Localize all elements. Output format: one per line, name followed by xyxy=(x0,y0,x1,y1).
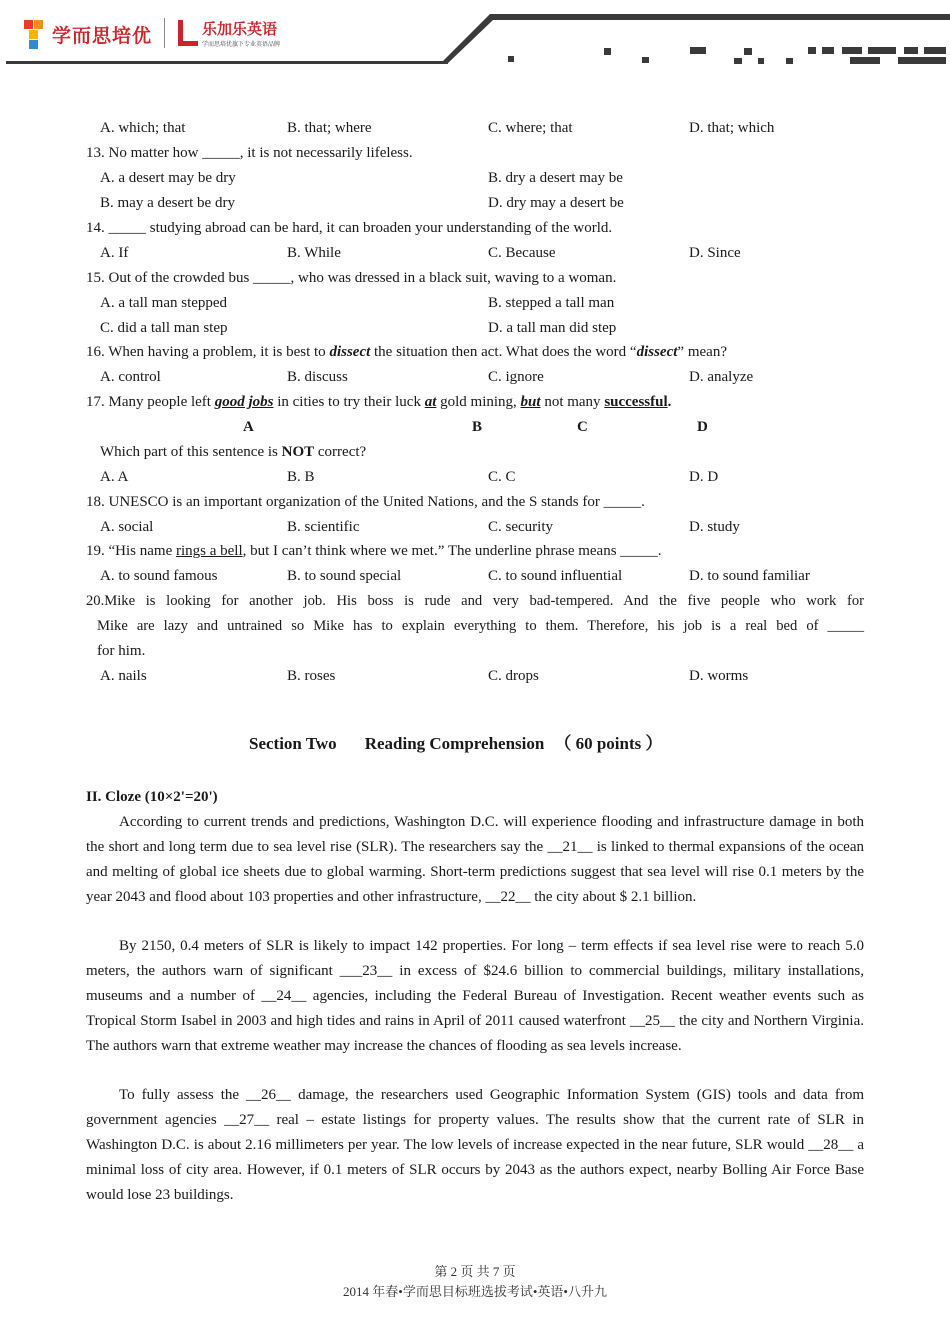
q20-option-a: A. nails xyxy=(100,668,147,684)
q18-option-d: D. study xyxy=(689,519,740,535)
q13-option-d: D. dry may a desert be xyxy=(488,195,624,211)
q20-option-c: C. drops xyxy=(488,668,539,684)
q17-option-d: D. D xyxy=(689,469,719,485)
q20-stem-line2: Mike are lazy and untrained so Mike has to explain everything to them. Therefore, his job is a real bed of _____ xyxy=(97,618,864,634)
q17-part-a: good jobs xyxy=(214,394,274,410)
q17-question-post: correct? xyxy=(314,444,367,460)
q17-option-a: A. A xyxy=(100,469,129,485)
q16-option-d: D. analyze xyxy=(689,369,754,385)
q20-option-b: B. roses xyxy=(287,668,336,684)
q15-option-b: B. stepped a tall man xyxy=(488,295,615,311)
cloze-paragraph-2-text: By 2150, 0.4 meters of SLR is likely to impact 142 properties. For long – term effects if sea level rise were to reach 5.0 meters, the authors warn of significant ___23__ in excess of $24.6 billion to commercial buildings, military installations, museums and a number of __24__ agencies, including the Federal Bureau of Investigation. Recent weather events such as Tropical Storm Isabel in 2003 and high tides and rains in April of 2011 caused waterfront __25__ the city and Northern Virginia. The authors warn that extreme weather may increase the chances of flooding as sea levels increase. xyxy=(86,938,864,1054)
q16-keyword-2: dissect xyxy=(636,344,678,360)
q12-option-c: C. where; that xyxy=(488,120,573,136)
q17-label-a: A xyxy=(243,419,254,435)
q16-option-a: A. control xyxy=(100,369,161,385)
q20-stem-line3: for him. xyxy=(97,643,146,659)
q14-stem: 14. _____ studying abroad can be hard, it can broaden your understanding of the world. xyxy=(86,220,613,236)
q18-stem: 18. UNESCO is an important organization of the United Nations, and the S stands for _____. xyxy=(86,494,645,510)
q18-option-c: C. security xyxy=(488,519,553,535)
q12-option-b: B. that; where xyxy=(287,120,372,136)
q17-part-d: successful xyxy=(604,394,668,410)
section-title xyxy=(249,729,663,754)
cloze-heading: II. Cloze (10×2'=20') xyxy=(86,789,218,805)
logo-divider xyxy=(164,18,165,48)
q17-part-b: at xyxy=(424,394,437,410)
xueersi-logo xyxy=(22,16,152,52)
q14-option-d: D. Since xyxy=(689,245,741,261)
logo2-text: 乐加乐英语 xyxy=(202,20,278,38)
q20-option-d: D. worms xyxy=(689,668,749,684)
cloze-paragraph-2 xyxy=(86,934,864,1059)
q16-stem-mid: the situation then act. What does the word “ xyxy=(370,344,637,360)
q17-text-2: in cities to try their luck xyxy=(273,394,425,410)
q17-option-c: C. C xyxy=(488,469,516,485)
q17-text-4: not many xyxy=(540,394,605,410)
q14-option-a: A. If xyxy=(100,245,129,261)
q13-option-c: B. may a desert be dry xyxy=(100,195,235,211)
q13-stem: 13. No matter how _____, it is not necessarily lifeless. xyxy=(86,145,413,161)
q19-option-d: D. to sound familiar xyxy=(689,568,810,584)
q20-stem-line1: 20.Mike is looking for another job. His boss is rude and very bad-tempered. And the five people who work for xyxy=(86,593,864,609)
logo2-tagline: 学而思培优旗下专业英语品牌 xyxy=(202,41,281,48)
q19-option-b: B. to sound special xyxy=(287,568,402,584)
section-title-part1: Section Two xyxy=(249,734,337,753)
q19-underlined-phrase: rings a bell xyxy=(175,543,243,559)
q15-option-a: A. a tall man stepped xyxy=(100,295,228,311)
q13-option-a: A. a desert may be dry xyxy=(100,170,236,186)
q14-option-c: C. Because xyxy=(488,245,556,261)
q19-stem xyxy=(86,542,662,560)
cloze-paragraph-1-text: According to current trends and predictions, Washington D.C. will experience flooding and infrastructure damage in both the short and long term due to sea level rise (SLR). The researchers say the __21__ is linked to thermal expansions of the ocean and melting of global ice sheets due to global warming. Short-term predictions suggest that sea level will rise 0.1 meters by the year 2043 and flood about 103 properties and other infrastructure, __22__ the city about $ 2.1 billion. xyxy=(86,814,864,905)
q16-keyword: dissect xyxy=(329,344,371,360)
q18-option-a: A. social xyxy=(100,519,154,535)
q15-option-d: D. a tall man did step xyxy=(488,320,617,336)
section-title-points: （ 60 points ） xyxy=(554,734,663,753)
q17-text-5: . xyxy=(667,394,672,410)
section-title-part2: Reading Comprehension xyxy=(364,734,545,753)
q17-text-3: gold mining, xyxy=(436,394,521,410)
cloze-paragraph-3 xyxy=(86,1083,864,1208)
q17-label-d: D xyxy=(697,419,708,435)
cloze-paragraph-3-text: To fully assess the __26__ damage, the researchers used Geographic Information System (GIS) tools and data from government agencies __27__ real – estate listings for property values. The results show that the current rate of SLR in Washington D.C. is about 2.16 millimeters per year. The low levels of increase expected in the near future, SLR would __28__ a minimal loss of city area. However, if 0.1 meters of SLR occurs by 2043 as the authors expect, nearby Bolling Air Force Base would lose 23 buildings. xyxy=(86,1087,864,1203)
q16-stem-post: ” mean? xyxy=(677,344,727,360)
q12-option-a: A. which; that xyxy=(100,120,186,136)
q19-stem-post: , but I can’t think where we met.” The underline phrase means _____. xyxy=(242,543,662,559)
q16-stem-pre: 16. When having a problem, it is best to xyxy=(86,344,330,360)
q15-option-c: C. did a tall man step xyxy=(100,320,228,336)
q15-stem: 15. Out of the crowded bus _____, who was dressed in a black suit, waving to a woman. xyxy=(86,270,617,286)
q17-option-b: B. B xyxy=(287,469,315,485)
q19-stem-pre: 19. “His name xyxy=(86,543,176,559)
q12-option-d: D. that; which xyxy=(689,120,775,136)
q19-option-c: C. to sound influential xyxy=(488,568,623,584)
page-header xyxy=(0,0,950,75)
q17-part-c: but xyxy=(520,394,541,410)
q16-option-b: B. discuss xyxy=(287,369,348,385)
q17-label-b: B xyxy=(472,419,483,435)
page-number: 第 2 页 共 7 页 xyxy=(434,1264,516,1279)
logo1-text: 学而思培优 xyxy=(52,24,153,47)
q17-question xyxy=(100,443,366,461)
q17-question-not: NOT xyxy=(281,444,315,460)
q17-question-pre: Which part of this sentence is xyxy=(100,444,282,460)
cloze-paragraph-1 xyxy=(86,810,864,910)
q19-option-a: A. to sound famous xyxy=(100,568,218,584)
q18-option-b: B. scientific xyxy=(287,519,360,535)
q16-stem xyxy=(86,343,727,361)
logo-mark-icon xyxy=(22,18,48,50)
q17-label-c: C xyxy=(577,419,588,435)
q13-option-b: B. dry a desert may be xyxy=(488,170,623,186)
q17-stem xyxy=(86,393,671,411)
q17-text-1: 17. Many people left xyxy=(86,394,215,410)
exam-info: 2014 年春•学而思目标班选拔考试•英语•八升九 xyxy=(343,1284,607,1299)
q16-option-c: C. ignore xyxy=(488,369,544,385)
q14-option-b: B. While xyxy=(287,245,341,261)
lejiale-mark-icon xyxy=(178,20,198,46)
